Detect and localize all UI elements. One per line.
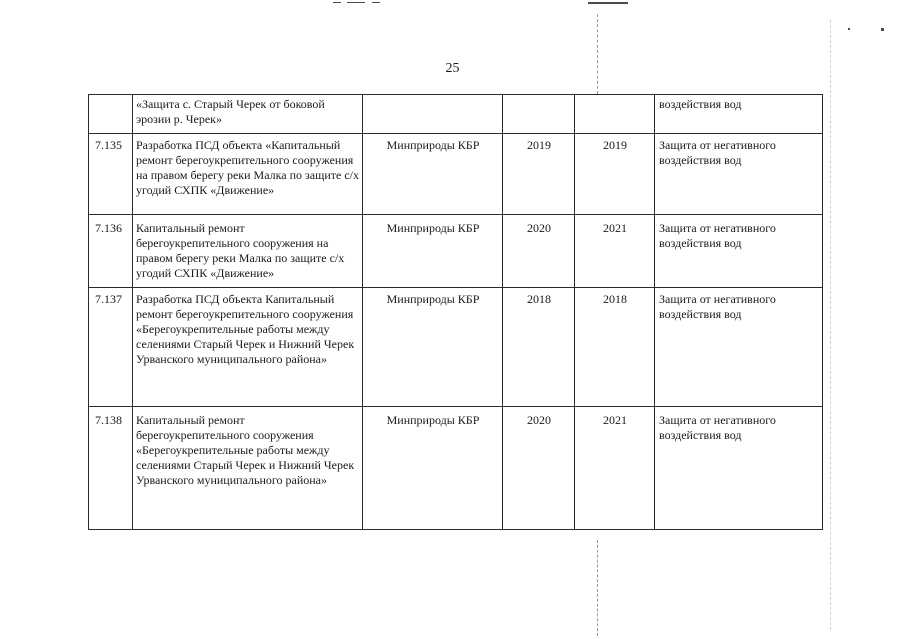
purpose-cell: Защита от негативного воздействия вод	[655, 288, 823, 407]
activity-name-cell: Капитальный ремонт берегоукрепительного сооружения на правом берегу реки Малка по защите с/х угодий СХПК «Движение»	[133, 215, 363, 288]
activity-name-cell: Капитальный ремонт берегоукрепительного сооружения «Берегоукрепительные работы между селениями Старый Черек и Нижний Черек Урванского муниципального района»	[133, 407, 363, 530]
end-year-cell: 2021	[575, 407, 655, 530]
scan-artifact-dot	[848, 28, 850, 30]
purpose-cell: воздействия вод	[655, 95, 823, 134]
scan-artifact-fold-line	[597, 14, 598, 94]
scan-artifact-dash	[372, 2, 380, 3]
purpose-cell: Защита от негативного воздействия вод	[655, 407, 823, 530]
start-year-cell: 2020	[503, 215, 575, 288]
table-row	[89, 407, 823, 530]
activity-name-cell: «Защита с. Старый Черек от боковой эрозии р. Черек»	[133, 95, 363, 134]
scan-artifact-dash	[333, 2, 341, 3]
item-number-cell: 7.135	[89, 134, 133, 215]
end-year-cell: 2018	[575, 288, 655, 407]
table-row	[89, 215, 823, 288]
scan-artifact-line	[588, 2, 628, 4]
start-year-cell	[503, 95, 575, 134]
end-year-cell: 2021	[575, 215, 655, 288]
responsible-org-cell: Минприроды КБР	[363, 134, 503, 215]
purpose-cell: Защита от негативного воздействия вод	[655, 215, 823, 288]
scan-artifact-fold-line	[597, 540, 598, 636]
start-year-cell: 2020	[503, 407, 575, 530]
table-row	[89, 95, 823, 134]
item-number-cell: 7.138	[89, 407, 133, 530]
end-year-cell: 2019	[575, 134, 655, 215]
program-activities-table	[88, 94, 823, 530]
scan-artifact-dot	[881, 28, 884, 31]
responsible-org-cell: Минприроды КБР	[363, 407, 503, 530]
start-year-cell: 2019	[503, 134, 575, 215]
activity-name-cell: Разработка ПСД объекта Капитальный ремонт берегоукрепительного сооружения «Берегоукрепительные работы между селениями Старый Черек и Нижний Черек Урванского муниципального района»	[133, 288, 363, 407]
purpose-cell: Защита от негативного воздействия вод	[655, 134, 823, 215]
item-number-cell: 7.136	[89, 215, 133, 288]
activity-name-cell: Разработка ПСД объекта «Капитальный ремонт берегоукрепительного сооружения на правом берегу реки Малка по защите с/х угодий СХПК «Движение»	[133, 134, 363, 215]
table-row	[89, 288, 823, 407]
item-number-cell: 7.137	[89, 288, 133, 407]
item-number-cell	[89, 95, 133, 134]
responsible-org-cell	[363, 95, 503, 134]
scan-artifact-dash	[347, 2, 365, 3]
table-row	[89, 134, 823, 215]
scan-artifact-edge-line	[830, 20, 831, 630]
start-year-cell: 2018	[503, 288, 575, 407]
responsible-org-cell: Минприроды КБР	[363, 215, 503, 288]
end-year-cell	[575, 95, 655, 134]
page-number: 25	[445, 61, 460, 76]
responsible-org-cell: Минприроды КБР	[363, 288, 503, 407]
